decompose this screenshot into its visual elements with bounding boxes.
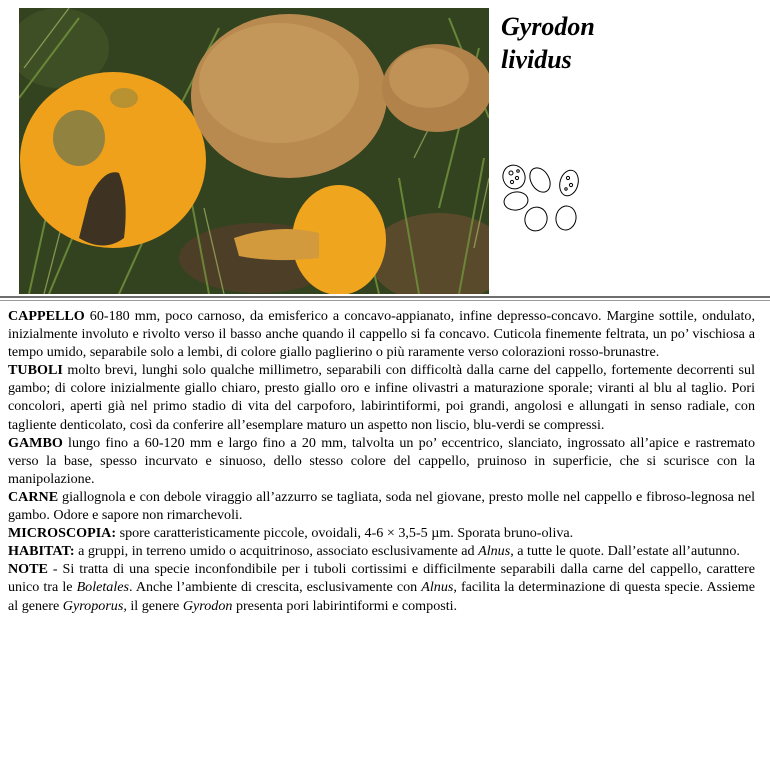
section-heading: TUBOLI bbox=[8, 362, 63, 379]
mushroom-photo bbox=[19, 8, 489, 294]
description-text bbox=[8, 307, 755, 615]
section-text-italic: Gyrodon bbox=[182, 597, 233, 614]
section-text: spore caratteristicamente piccole, ovoidali, 4-6 × 3,5-5 µm. Sporata bruno-oliva. bbox=[116, 525, 574, 542]
section-note bbox=[8, 560, 755, 614]
species-title bbox=[501, 10, 595, 76]
section-text: giallognola e con debole viraggio all’azzurro se tagliata, soda nel giovane, presto molle nel cappello e fibroso-legnosa nel gambo. Odore e sapore non rimarchevoli. bbox=[8, 488, 755, 524]
section-text: 60-180 mm, poco carnoso, da emisferico a concavo-appianato, infine depresso-concavo. Margine sottile, ondulato, inizialmente involuto e rivolto verso il basso anche quando il cappello si fa concavo. Cuticola finemente feltrata, un po’ vischiosa a tempo umido, separabile solo a lembi, di colore giallo paglierino o più raramente verso colorazioni rosso-brunastre. bbox=[8, 308, 755, 361]
section-text: a gruppi, in terreno umido o acquitrinoso, associato esclusivamente ad bbox=[74, 543, 479, 560]
section-text: molto brevi, lunghi solo qualche millimetro, separabili con difficoltà dalla carne del cappello, fortemente decorrenti sul gambo; di colore inizialmente giallo chiaro, presto giallo oro e infine olivastri a maturazione sporale; viranti al blu al taglio. Pori concolori, aperti già nel primo stadio di vita del carpoforo, labirintiformi, poi grandi, angolosi e allungati in senso radiale, con tagliente denticolato, così da conferire all’esemplare maturo un aspetto non liscio, blu-verdi se compressi. bbox=[8, 362, 755, 433]
section-text-italic: Alnus bbox=[478, 543, 511, 560]
genus-name: Gyrodon bbox=[501, 12, 595, 41]
section-text: . Anche l’ambiente di crescita, esclusivamente con bbox=[129, 579, 422, 596]
section-text-italic: Gyroporus, bbox=[62, 597, 127, 614]
section-heading: MICROSCOPIA: bbox=[8, 525, 117, 542]
section-heading: CARNE bbox=[8, 488, 59, 505]
section-heading: GAMBO bbox=[8, 434, 63, 451]
divider-line-thin bbox=[0, 300, 770, 301]
section-text: presenta pori labirintiformi e composti. bbox=[232, 597, 458, 614]
section-heading: NOTE bbox=[8, 561, 48, 578]
section-microscopia bbox=[8, 524, 755, 542]
section-text: il genere bbox=[126, 597, 183, 614]
section-text-italic: Boletales bbox=[76, 579, 130, 596]
section-text-italic: Alnus bbox=[421, 579, 454, 596]
section-heading: HABITAT: bbox=[8, 543, 75, 560]
species-name: lividus bbox=[501, 45, 572, 74]
section-carne bbox=[8, 488, 755, 524]
section-habitat bbox=[8, 542, 755, 560]
section-heading: CAPPELLO bbox=[8, 308, 85, 324]
section-gambo bbox=[8, 434, 755, 488]
section-cappello bbox=[8, 307, 755, 361]
section-text: , a tutte le quote. Dall’estate all’autunno. bbox=[510, 543, 740, 560]
divider-line bbox=[0, 296, 770, 298]
section-text: - Si tratta di una specie inconfondibile per i tuboli cortissimi e difficilmente separabili dalla carne del cappello, carattere unico tra le bbox=[8, 561, 755, 596]
spore-illustration bbox=[499, 161, 583, 235]
section-text: , facilita la determinazione di questa specie. Assieme al genere bbox=[8, 579, 755, 614]
section-tuboli bbox=[8, 361, 755, 433]
section-text: lungo fino a 60-120 mm e largo fino a 20 mm, talvolta un po’ eccentrico, slanciato, ingrossato all’apice e rastremato verso la base, spesso incurvato e sinuoso, dello stesso colore del cappello, pruinoso in superficie, che si scurisce con la manipolazione. bbox=[8, 434, 755, 487]
